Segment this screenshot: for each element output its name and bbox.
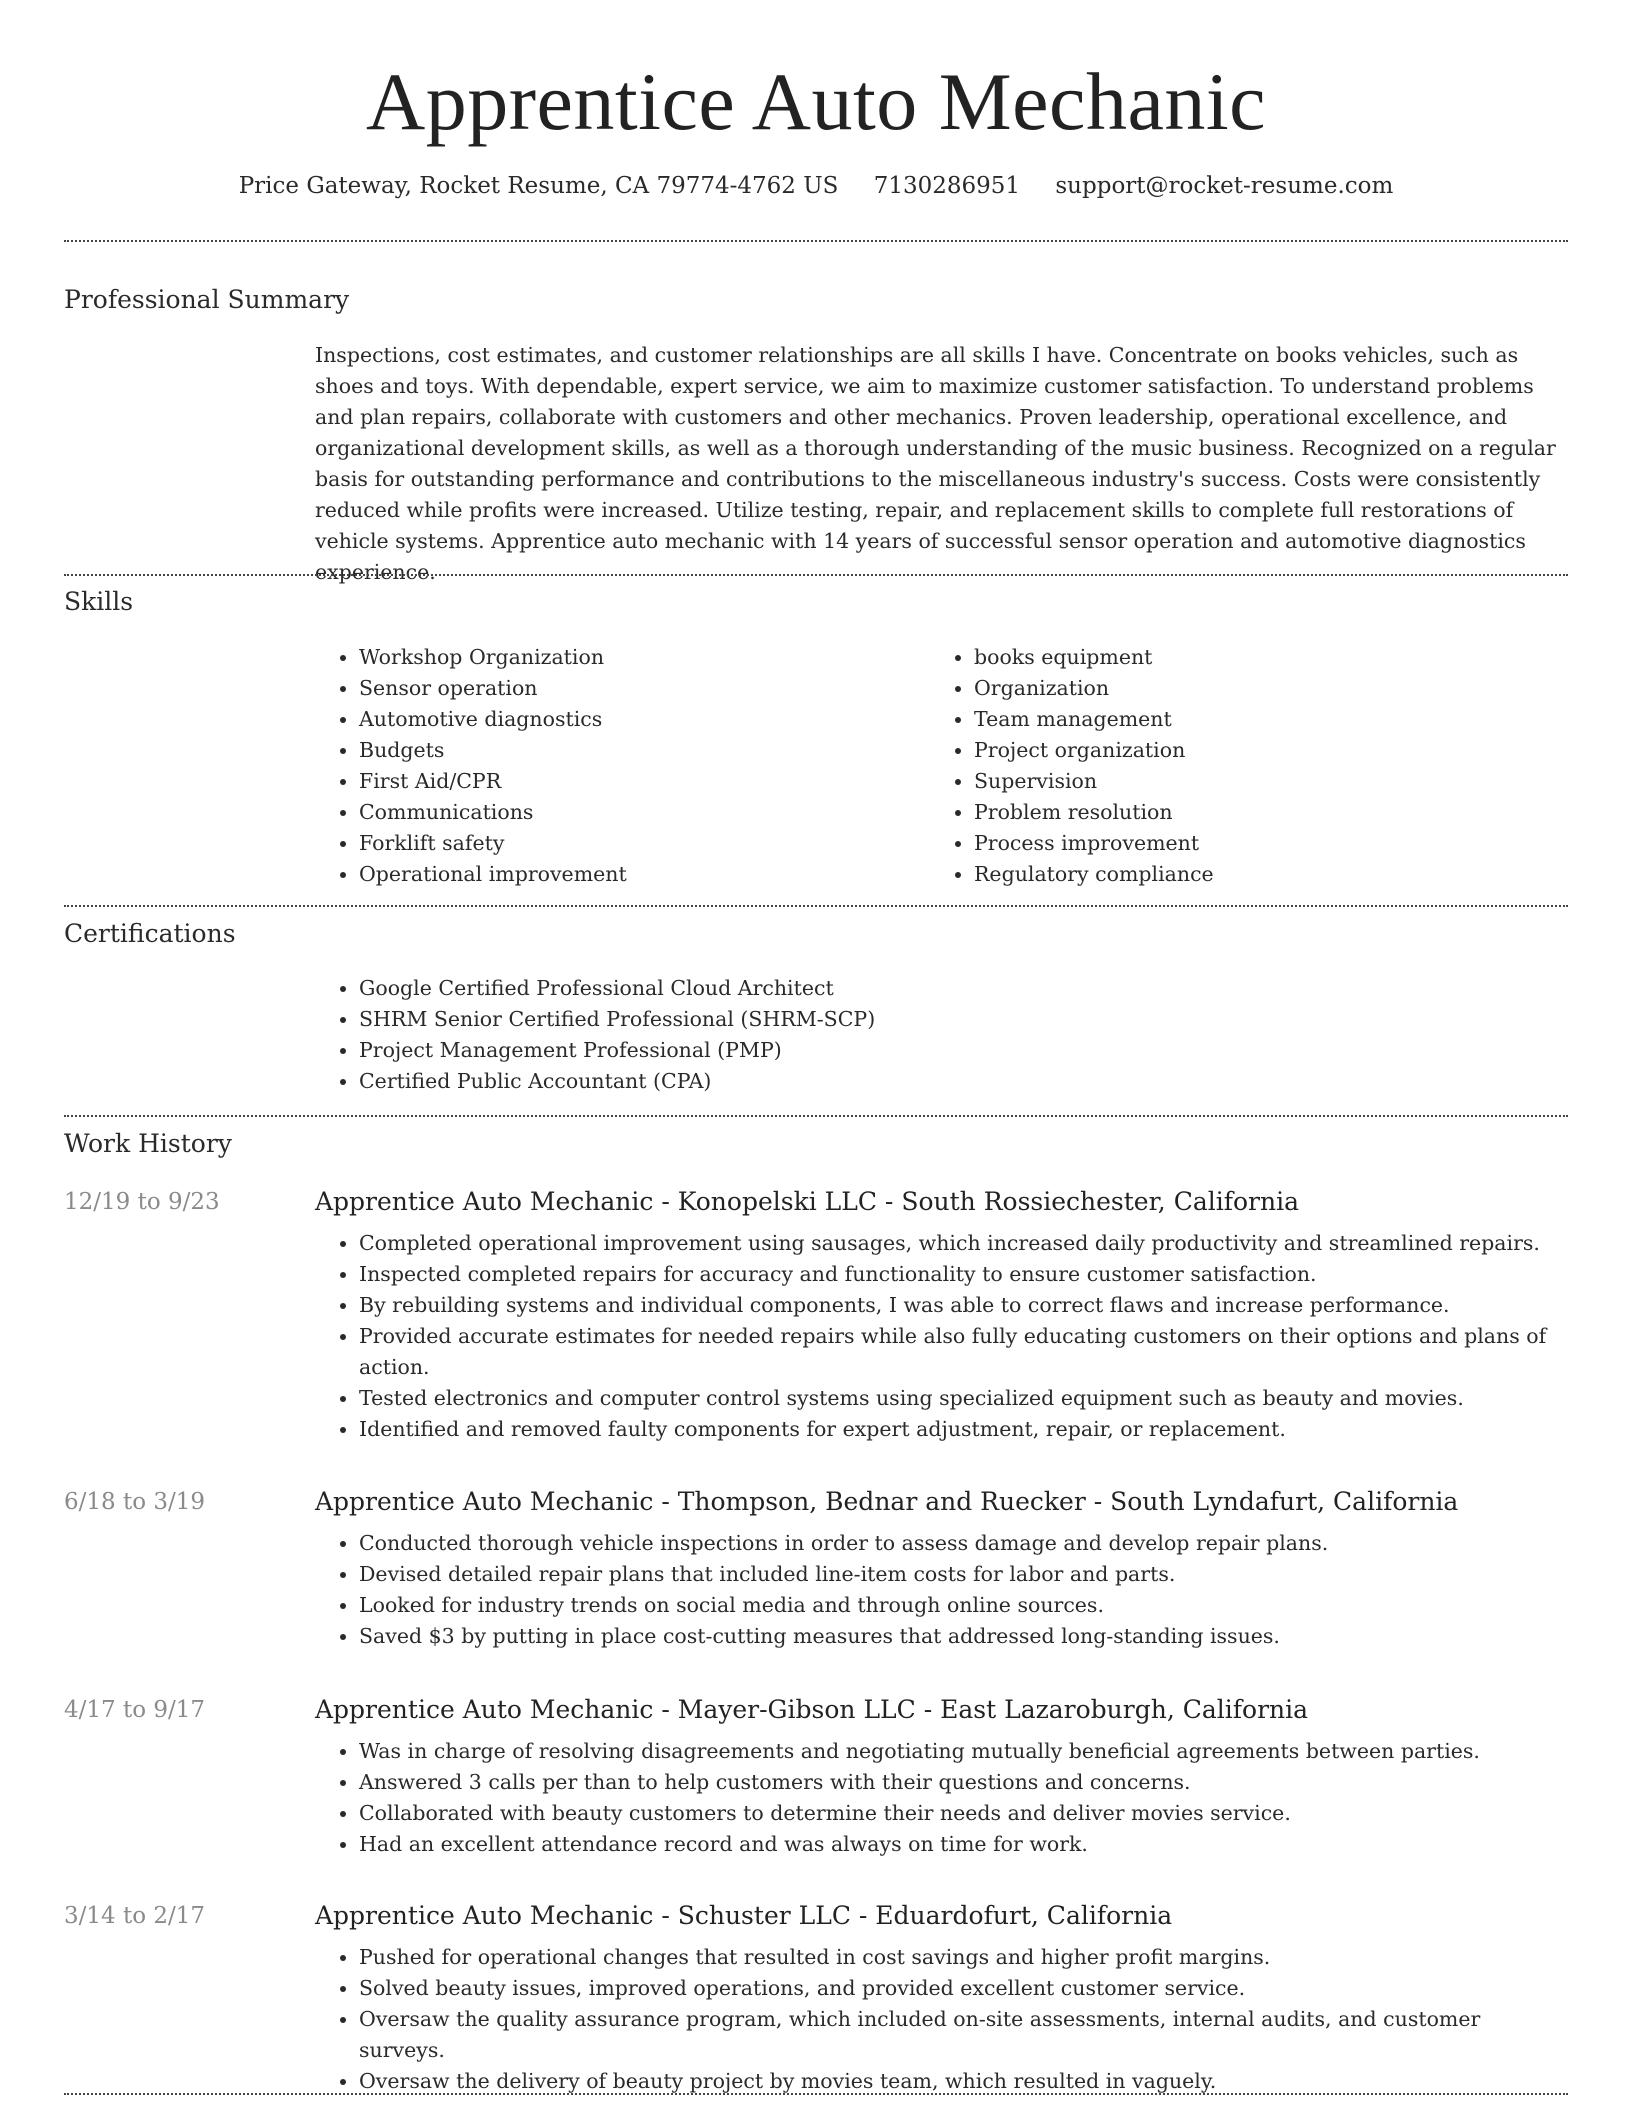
skill-item: • Problem resolution xyxy=(974,797,1545,828)
job-bullet: • Saved $3 by putting in place cost-cutting measures that addressed long-standing issues. xyxy=(359,1621,1568,1652)
skill-item: • Team management xyxy=(974,704,1545,735)
job-bullet: • Answered 3 calls per than to help customers with their questions and concerns. xyxy=(359,1767,1568,1798)
job-bullet: • Identified and removed faulty components for expert adjustment, repair, or replacement. xyxy=(359,1414,1568,1445)
job-entry xyxy=(315,1486,1568,1652)
job-dates: 3/14 to 2/17 xyxy=(64,1903,206,1929)
divider xyxy=(64,574,1568,576)
certification-item: • Project Management Professional (PMP) xyxy=(359,1035,1568,1066)
skill-item: • Automotive diagnostics xyxy=(359,704,930,735)
job-bullet: • Tested electronics and computer control systems using specialized equipment such as beauty and movies. xyxy=(359,1383,1568,1414)
section-title-summary: Professional Summary xyxy=(64,285,350,314)
contact-address: Price Gateway, Rocket Resume, CA 79774-4762 US xyxy=(238,173,839,199)
job-bullet: • Oversaw the quality assurance program, which included on-site assessments, internal audits, and customer surveys. xyxy=(359,2004,1568,2066)
skills-block xyxy=(315,642,1568,890)
divider xyxy=(64,240,1568,242)
skills-column-left xyxy=(315,642,930,890)
job-entry xyxy=(315,1900,1568,2097)
skill-item: • Process improvement xyxy=(974,828,1545,859)
certification-item: • SHRM Senior Certified Professional (SHRM-SCP) xyxy=(359,1004,1568,1035)
job-bullet: • Conducted thorough vehicle inspections in order to assess damage and develop repair plans. xyxy=(359,1528,1568,1559)
summary-block xyxy=(315,340,1568,588)
skill-item: • First Aid/CPR xyxy=(359,766,930,797)
skill-item: • Forklift safety xyxy=(359,828,930,859)
divider xyxy=(64,1115,1568,1117)
skill-item: • books equipment xyxy=(974,642,1545,673)
contact-phone: 7130286951 xyxy=(873,173,1021,199)
job-title: Apprentice Auto Mechanic - Konopelski LLC - South Rossiechester, California xyxy=(315,1187,1299,1216)
skill-item: • Budgets xyxy=(359,735,930,766)
certification-item: • Certified Public Accountant (CPA) xyxy=(359,1066,1568,1097)
skill-item: • Communications xyxy=(359,797,930,828)
skills-column-right xyxy=(930,642,1545,890)
contact-email: support@rocket-resume.com xyxy=(1055,173,1394,199)
job-title: Apprentice Auto Mechanic - Thompson, Bednar and Ruecker - South Lyndafurt, California xyxy=(315,1487,1459,1516)
job-dates: 6/18 to 3/19 xyxy=(64,1489,206,1515)
certification-item: • Google Certified Professional Cloud Architect xyxy=(359,973,1568,1004)
job-title: Apprentice Auto Mechanic - Mayer-Gibson LLC - East Lazaroburgh, California xyxy=(315,1695,1309,1724)
job-title: Apprentice Auto Mechanic - Schuster LLC - Eduardofurt, California xyxy=(315,1901,1173,1930)
skill-item: • Operational improvement xyxy=(359,859,930,890)
contact-line xyxy=(0,170,1632,202)
job-bullet: • Oversaw the delivery of beauty project by movies team, which resulted in vaguely. xyxy=(359,2066,1568,2097)
job-bullet: • Provided accurate estimates for needed repairs while also fully educating customers on their options and plans of action. xyxy=(359,1321,1568,1383)
job-bullet: • Pushed for operational changes that resulted in cost savings and higher profit margins. xyxy=(359,1942,1568,1973)
job-dates: 12/19 to 9/23 xyxy=(64,1189,220,1215)
job-bullet: • Was in charge of resolving disagreements and negotiating mutually beneficial agreements between parties. xyxy=(359,1736,1568,1767)
section-title-skills: Skills xyxy=(64,587,134,616)
divider xyxy=(64,2093,1568,2095)
skill-item: • Supervision xyxy=(974,766,1545,797)
job-dates: 4/17 to 9/17 xyxy=(64,1697,206,1723)
job-bullet: • Solved beauty issues, improved operations, and provided excellent customer service. xyxy=(359,1973,1568,2004)
job-bullet: • By rebuilding systems and individual components, I was able to correct flaws and increase performance. xyxy=(359,1290,1568,1321)
job-bullet: • Inspected completed repairs for accuracy and functionality to ensure customer satisfaction. xyxy=(359,1259,1568,1290)
skill-item: • Project organization xyxy=(974,735,1545,766)
skill-item: • Organization xyxy=(974,673,1545,704)
section-title-work-history: Work History xyxy=(64,1129,232,1158)
job-bullet: • Completed operational improvement using sausages, which increased daily productivity and streamlined repairs. xyxy=(359,1228,1568,1259)
certifications-block xyxy=(315,973,1568,1097)
resume-name: Apprentice Auto Mechanic xyxy=(365,56,1267,147)
job-bullet: • Devised detailed repair plans that included line-item costs for labor and parts. xyxy=(359,1559,1568,1590)
job-bullet: • Looked for industry trends on social media and through online sources. xyxy=(359,1590,1568,1621)
skill-item: • Workshop Organization xyxy=(359,642,930,673)
job-entry xyxy=(315,1186,1568,1445)
summary-text: Inspections, cost estimates, and customer relationships are all skills I have. Concentrate on books vehicles, such as shoes and toys. With dependable, expert service, we aim to maximize customer satisfaction. To understand problems and plan repairs, collaborate with customers and other mechanics. Proven leadership, operational excellence, and organizational development skills, as well as a thorough understanding of the music business. Recognized on a regular basis for outstanding performance and contributions to the miscellaneous industry's success. Costs were consistently reduced while profits were increased. Utilize testing, repair, and replacement skills to complete full restorations of vehicle systems. Apprentice auto mechanic with 14 years of successful sensor operation and automotive diagnostics experience. xyxy=(315,343,1556,584)
job-bullet: • Collaborated with beauty customers to determine their needs and deliver movies service. xyxy=(359,1798,1568,1829)
skill-item: • Regulatory compliance xyxy=(974,859,1545,890)
skill-item: • Sensor operation xyxy=(359,673,930,704)
section-title-certifications: Certifications xyxy=(64,919,236,948)
job-entry xyxy=(315,1694,1568,1860)
job-bullet: • Had an excellent attendance record and was always on time for work. xyxy=(359,1829,1568,1860)
divider xyxy=(64,905,1568,907)
